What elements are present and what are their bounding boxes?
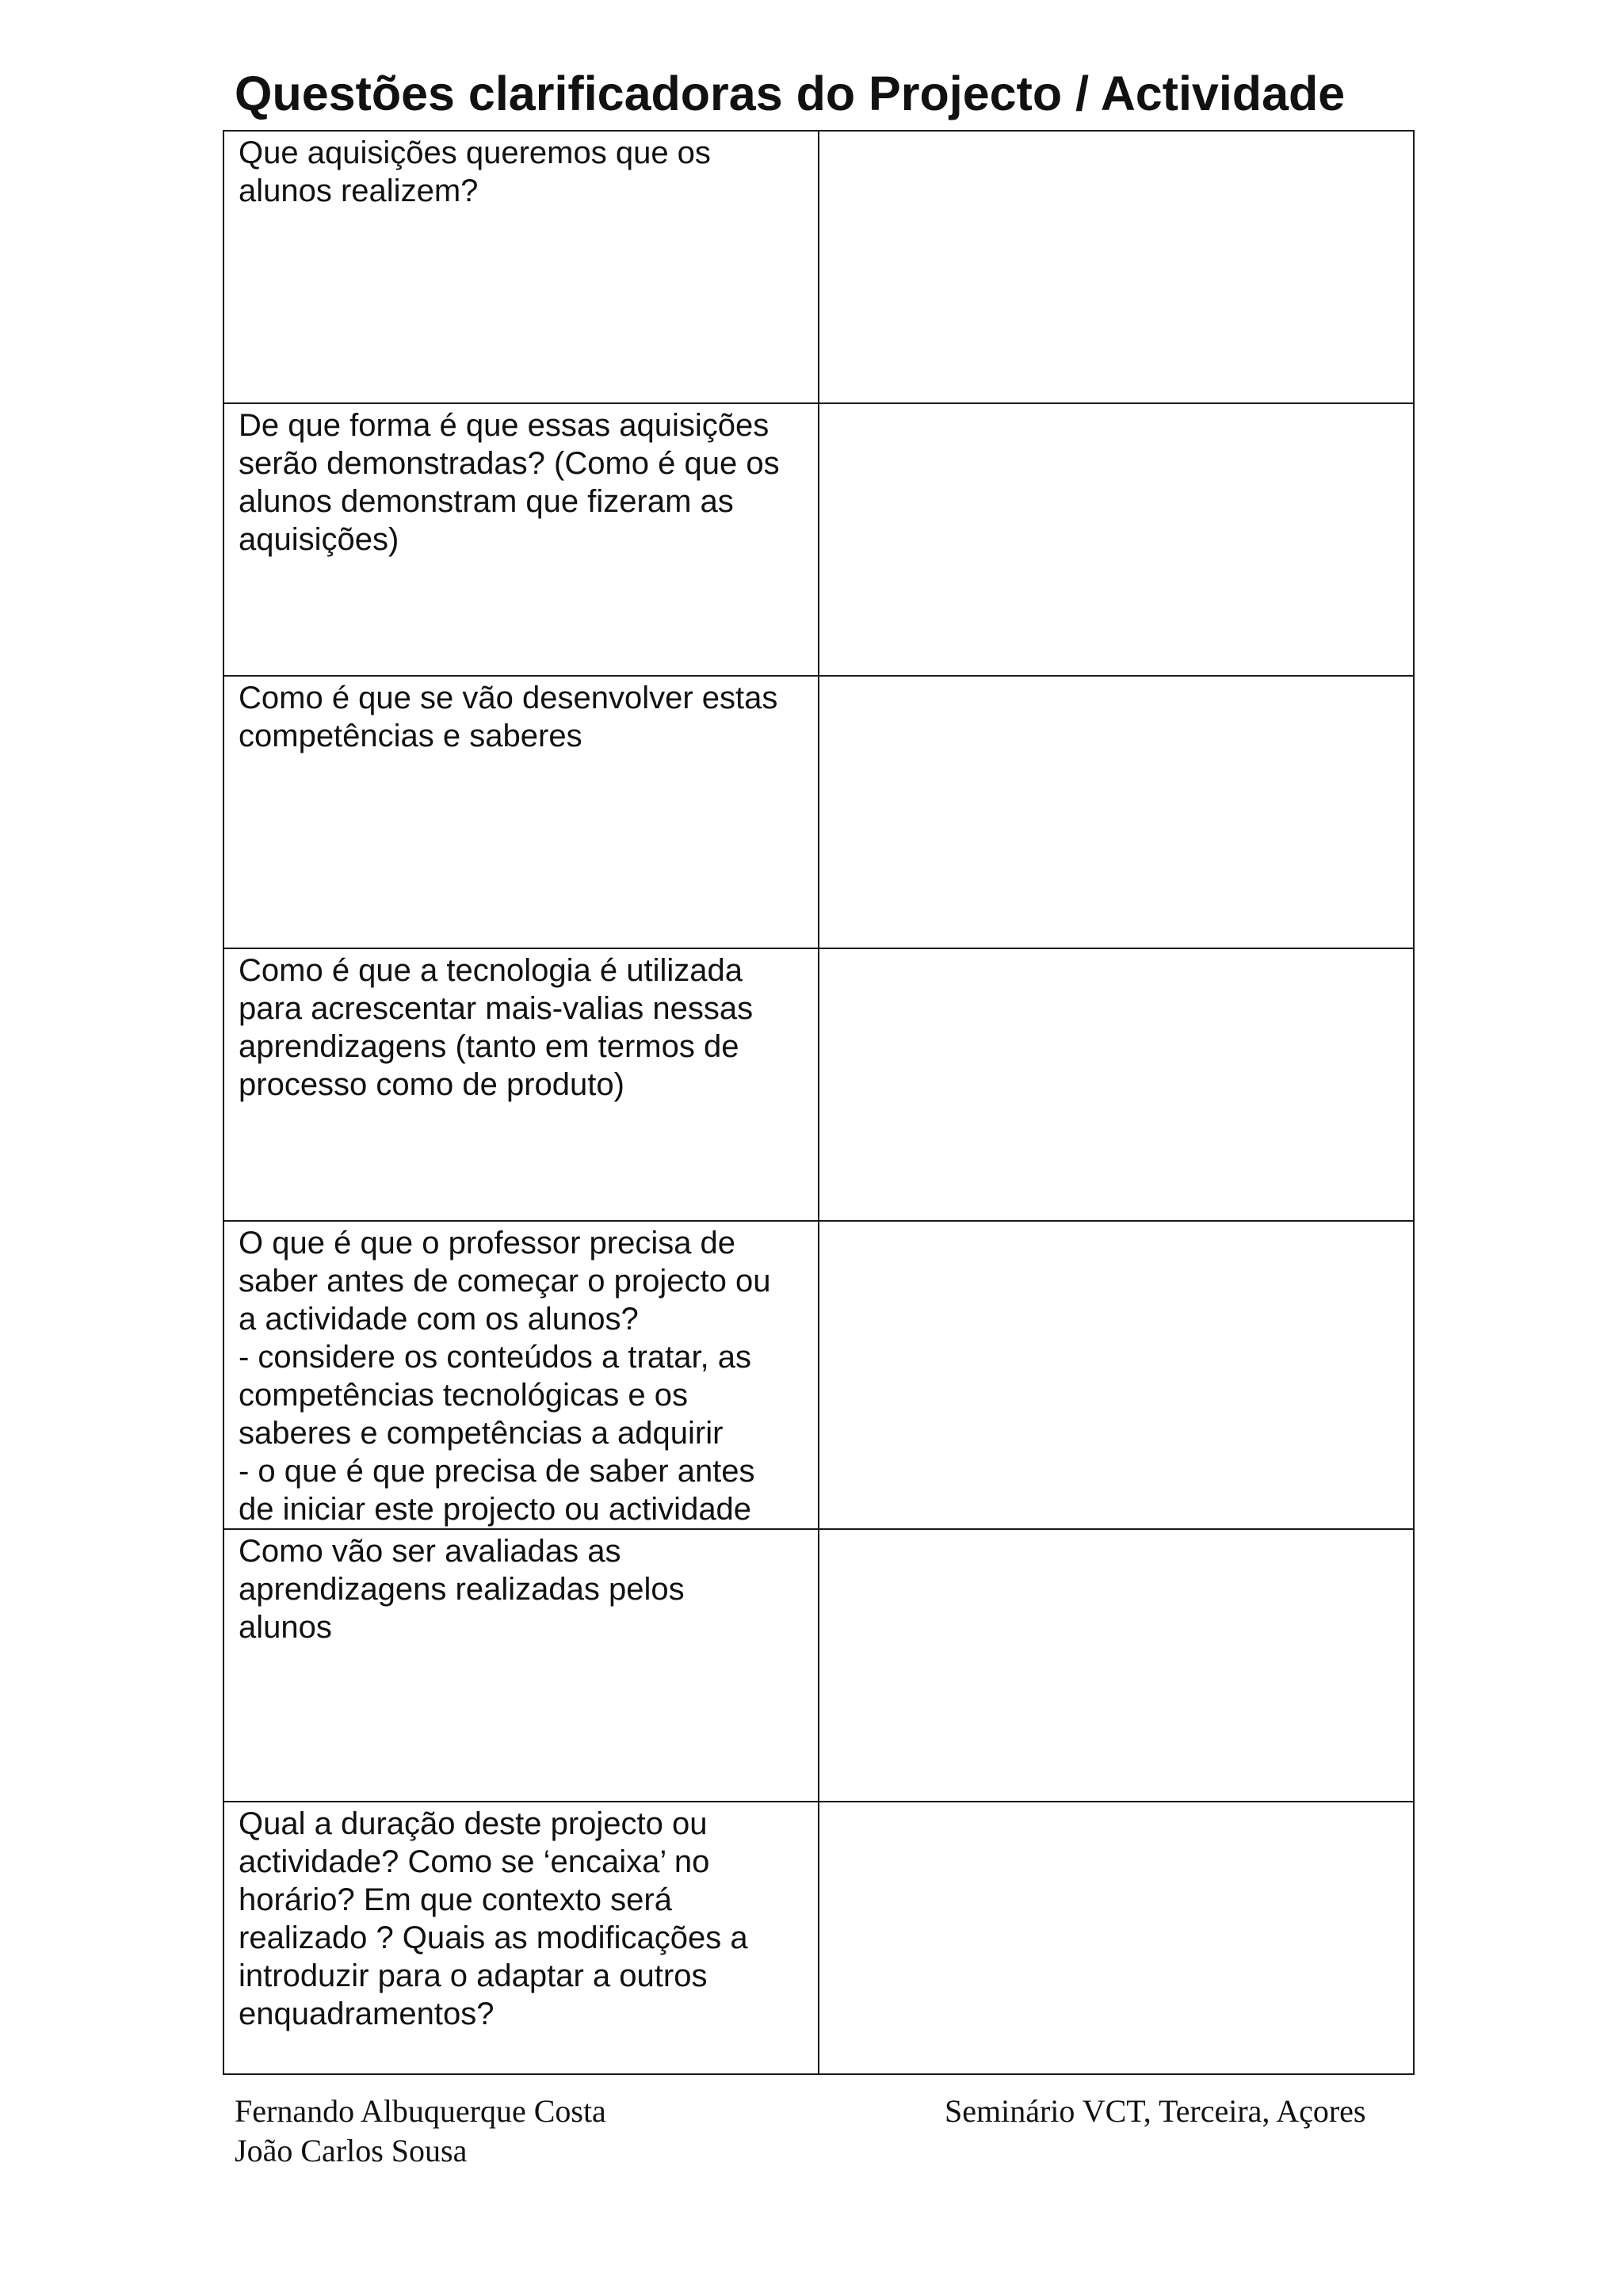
table-row — [223, 948, 1414, 1221]
question-text: Como é que se vão desenvolver estas competências e saberes — [239, 681, 778, 753]
answer-cell[interactable] — [819, 676, 1414, 948]
question-cell — [223, 676, 819, 948]
table-row — [223, 1802, 1414, 2074]
question-text: O que é que o professor precisa de saber antes de começar o projecto ou a actividade com os alunos? - considere os conteúdos a tratar, as competências tecnológicas e os saberes e competências a adquirir - o que é que precisa de saber antes de iniciar este projecto ou actividade — [239, 1226, 771, 1527]
question-cell — [223, 131, 819, 403]
author-name: João Carlos Sousa — [235, 2133, 468, 2168]
answer-cell[interactable] — [819, 403, 1414, 676]
questions-table — [223, 130, 1415, 2075]
footer-authors — [235, 2092, 606, 2171]
question-cell — [223, 1802, 819, 2074]
author-name: Fernando Albuquerque Costa — [235, 2093, 606, 2129]
question-text: Qual a duração deste projecto ou actividade? Como se ‘encaixa’ no horário? Em que contexto será realizado ? Quais as modificações a introduzir para o adaptar a outros enquadramentos? — [239, 1806, 748, 2031]
question-cell — [223, 403, 819, 676]
answer-cell[interactable] — [819, 1221, 1414, 1529]
table-row — [223, 676, 1414, 948]
answer-cell[interactable] — [819, 1802, 1414, 2074]
answer-cell[interactable] — [819, 1529, 1414, 1802]
question-cell — [223, 1529, 819, 1802]
table-row — [223, 1221, 1414, 1529]
answer-cell[interactable] — [819, 948, 1414, 1221]
table-row — [223, 403, 1414, 676]
footer-event: Seminário VCT, Terceira, Açores — [945, 2093, 1366, 2129]
question-text: Como é que a tecnologia é utilizada para acrescentar mais-valias nessas aprendizagens (tanto em termos de processo como de produto) — [239, 953, 754, 1102]
table-row — [223, 131, 1414, 403]
page-title: Questões clarificadoras do Projecto / Actividade — [235, 67, 1346, 120]
question-text: Como vão ser avaliadas as aprendizagens realizadas pelos alunos — [239, 1534, 685, 1645]
question-cell — [223, 1221, 819, 1529]
answer-cell[interactable] — [819, 131, 1414, 403]
question-text: De que forma é que essas aquisições serão demonstradas? (Como é que os alunos demonstram que fizeram as aquisições) — [239, 408, 780, 557]
question-cell — [223, 948, 819, 1221]
question-text: Que aquisições queremos que os alunos realizem? — [239, 135, 711, 208]
table-row — [223, 1529, 1414, 1802]
